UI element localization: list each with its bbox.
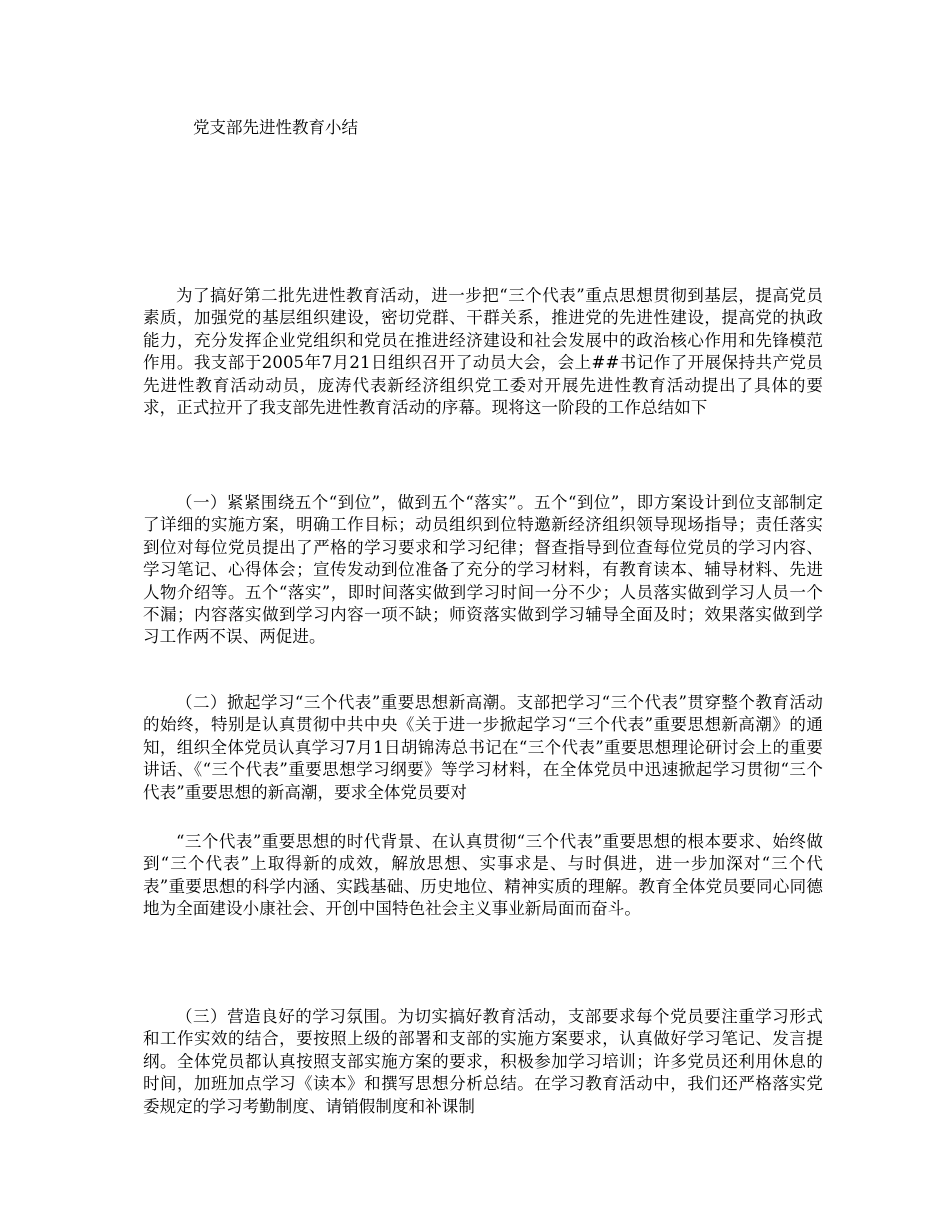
paragraph-section-two: （二）掀起学习“三个代表”重要思想新高潮。支部把学习“三个代表”贯穿整个教育活动的始终，特别是认真贯彻中共中央《关于进一步掀起学习“三个代表”重要思想新高潮》的通知，组织全体党员认真学习7月1日胡锦涛总书记在“三个代表”重要思想理论研讨会上的重要讲话、《“三个代表”重要思想学习纲要》等学习材料，在全体党员中迅速掀起学习贯彻“三个代表”重要思想的新高潮，要求全体党员要对 xyxy=(143,693,823,802)
paragraph-section-two-continued: “三个代表”重要思想的时代背景、在认真贯彻“三个代表”重要思想的根本要求、始终做到“三个代表”上取得新的成效，解放思想、实事求是、与时俱进，进一步加深对“三个代表”重要思想的科学内涵、实践基础、历史地位、精神实质的理解。教育全体党员要同心同德地为全面建设小康社会、开创中国特色社会主义事业新局面而奋斗。 xyxy=(143,832,823,919)
paragraph-section-one: （一）紧紧围绕五个“到位”，做到五个“落实”。五个“到位”，即方案设计到位支部制定了详细的实施方案，明确工作目标；动员组织到位特邀新经济组织领导现场指导；责任落实到位对每位党员提出了严格的学习要求和学习纪律；督查指导到位查每位党员的学习内容、学习笔记、心得体会；宣传发动到位准备了充分的学习材料，有教育读本、辅导材料、先进人物介绍等。五个“落实”，即时间落实做到学习时间一分不少；人员落实做到学习人员一个不漏；内容落实做到学习内容一项不缺；师资落实做到学习辅导全面及时；效果落实做到学习工作两不误、两促进。 xyxy=(143,493,823,647)
paragraph-section-three: （三）营造良好的学习氛围。为切实搞好教育活动，支部要求每个党员要注重学习形式和工作实效的结合，要按照上级的部署和支部的实施方案要求，认真做好学习笔记、发言提纲。全体党员都认真按照支部实施方案的要求，积极参加学习培训；许多党员还利用休息的时间，加班加点学习《读本》和撰写思想分析总结。在学习教育活动中，我们还严格落实党委规定的学习考勤制度、请销假制度和补课制 xyxy=(143,1007,823,1116)
document-title: 党支部先进性教育小结 xyxy=(193,118,358,137)
paragraph-intro: 为了搞好第二批先进性教育活动，进一步把“三个代表”重点思想贯彻到基层，提高党员素质，加强党的基层组织建设，密切党群、干群关系，推进党的先进性建设，提高党的执政能力，充分发挥企业党组织和党员在推进经济建设和社会发展中的政治核心作用和先锋模范作用。我支部于2005年7月21日组织召开了动员大会，会上##书记作了开展保持共产党员先进性教育活动动员，庞涛代表新经济组织党工委对开展先进性教育活动提出了具体的要求，正式拉开了我支部先进性教育活动的序幕。现将这一阶段的工作总结如下 xyxy=(143,286,823,418)
